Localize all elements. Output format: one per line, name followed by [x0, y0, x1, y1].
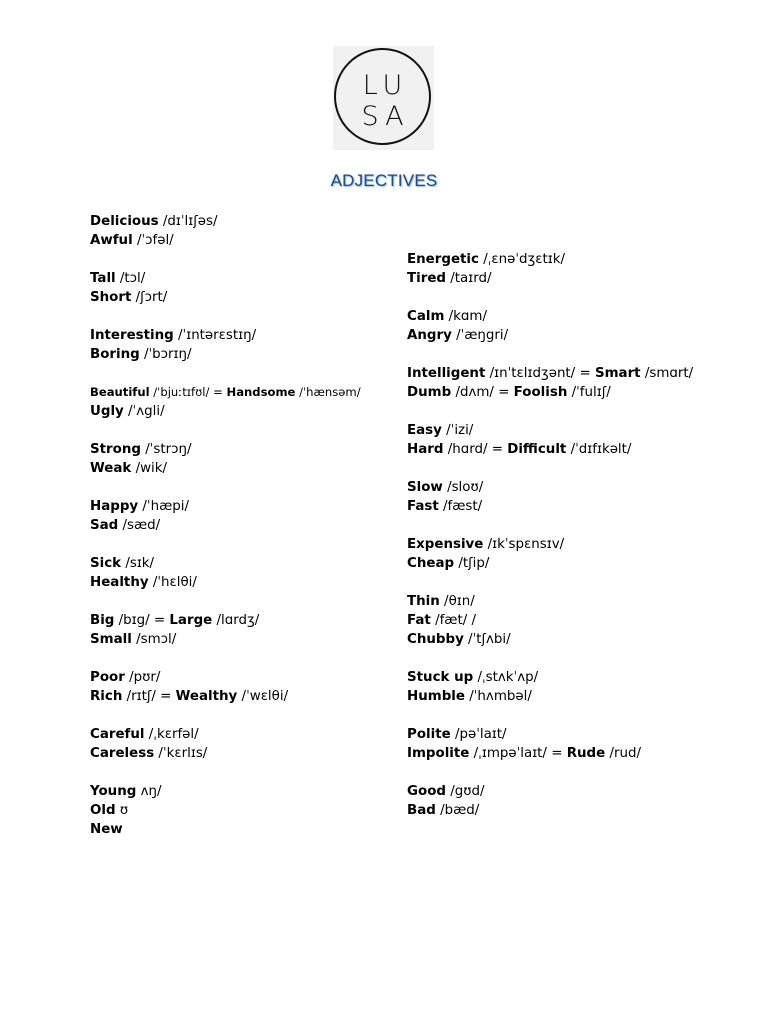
adjective-entry	[407, 326, 737, 345]
adjective-entry	[407, 478, 737, 497]
adjective-entry	[90, 440, 400, 459]
adjective-word: Expensive	[407, 537, 484, 552]
pronunciation: ʌŋ/	[136, 784, 162, 799]
pronunciation: /fæt/ /	[430, 613, 476, 628]
adjective-word: Cheap	[407, 556, 455, 571]
adjective-word: Easy	[407, 423, 442, 438]
pronunciation: /sɪk/	[121, 556, 155, 571]
pronunciation: /dɪˈlɪʃəs/	[158, 214, 218, 229]
pronunciation: /tʃip/	[454, 556, 490, 571]
adjective-group	[90, 611, 400, 649]
adjective-entry	[407, 383, 737, 402]
adjective-entry	[407, 801, 737, 820]
pronunciation: /ˌɛnəˈdʒɛtɪk/	[478, 252, 566, 267]
pronunciation: /ˈɪntərɛstɪŋ/	[173, 328, 257, 343]
pronunciation: /ˈʌgli/	[123, 404, 165, 419]
pronunciation: /fæst/	[438, 499, 483, 514]
adjective-word: Tall	[90, 271, 116, 286]
adjective-group	[90, 212, 400, 250]
adjective-entry	[407, 554, 737, 573]
adjective-group	[407, 725, 737, 763]
synonym-pronunciation: /smɑrt/	[640, 366, 694, 381]
adjective-entry	[90, 744, 400, 763]
pronunciation: /ˌkɛrfəl/	[144, 727, 199, 742]
adjective-entry	[90, 269, 400, 288]
adjective-entry	[90, 611, 400, 630]
adjective-group	[407, 668, 737, 706]
adjective-word: Dumb	[407, 385, 452, 400]
adjective-group	[90, 440, 400, 478]
synonym-pronunciation: /lɑrdʒ/	[212, 613, 260, 628]
adjective-entry	[407, 440, 737, 459]
synonym-pronunciation: /ˈhænsəm/	[295, 385, 361, 399]
adjective-word: Sick	[90, 556, 122, 571]
adjective-word: Good	[407, 784, 446, 799]
pronunciation: /ˈkɛrlɪs/	[154, 746, 208, 761]
adjective-word: Happy	[90, 499, 139, 514]
adjective-group	[90, 497, 400, 535]
adjective-entry	[407, 364, 737, 383]
adjective-group	[90, 725, 400, 763]
adjective-entry	[90, 725, 400, 744]
pronunciation: /taɪrd/	[446, 271, 492, 286]
adjective-group	[90, 269, 400, 307]
adjective-word: Poor	[90, 670, 125, 685]
logo	[333, 46, 434, 150]
pronunciation: /pʊr/	[124, 670, 161, 685]
adjective-word: Hard	[407, 442, 444, 457]
pronunciation: /ˈtʃʌbi/	[463, 632, 511, 647]
adjective-group	[407, 250, 737, 288]
pronunciation: /ˈɔfəl/	[132, 233, 174, 248]
synonym-word: Rude	[566, 746, 606, 761]
adjective-entry	[90, 383, 400, 402]
adjective-word: Interesting	[90, 328, 174, 343]
pronunciation: /ˈæŋgri/	[451, 328, 509, 343]
left-column	[90, 212, 400, 858]
adjective-entry	[407, 725, 737, 744]
adjective-word: Stuck up	[407, 670, 474, 685]
synonym-word: Foolish	[513, 385, 568, 400]
adjective-group	[407, 421, 737, 459]
adjective-word: Strong	[90, 442, 141, 457]
adjective-word: Delicious	[90, 214, 159, 229]
pronunciation: ʊ	[115, 803, 129, 818]
adjective-entry	[90, 630, 400, 649]
adjective-word: Calm	[407, 309, 445, 324]
adjective-word: Intelligent	[407, 366, 486, 381]
adjective-group	[90, 668, 400, 706]
adjective-entry	[90, 326, 400, 345]
pronunciation: /ˈizi/	[441, 423, 474, 438]
adjective-entry	[407, 687, 737, 706]
adjective-group	[407, 364, 737, 402]
adjective-entry	[407, 307, 737, 326]
synonym-word: Smart	[594, 366, 641, 381]
adjective-entry	[90, 516, 400, 535]
pronunciation: /sloʊ/	[442, 480, 484, 495]
adjective-word: New	[90, 822, 123, 837]
synonym-word: Handsome	[226, 385, 296, 399]
adjective-entry	[407, 782, 737, 801]
pronunciation: /ˌɪmpəˈlaɪt/ =	[469, 746, 567, 761]
adjective-word: Energetic	[407, 252, 479, 267]
logo-text-bottom: SA	[361, 101, 410, 132]
synonym-pronunciation: /rud/	[605, 746, 641, 761]
adjective-entry	[90, 497, 400, 516]
adjective-word: Big	[90, 613, 115, 628]
adjective-word: Careless	[90, 746, 155, 761]
adjective-group	[407, 592, 737, 649]
logo-circle	[334, 48, 431, 145]
pronunciation: /hɑrd/ =	[443, 442, 508, 457]
pronunciation: /kɑm/	[444, 309, 487, 324]
adjective-word: Awful	[90, 233, 133, 248]
adjective-entry	[407, 668, 737, 687]
adjective-entry	[90, 687, 400, 706]
pronunciation: /ˈbjuːtɪfʊl/ =	[149, 385, 227, 399]
adjective-entry	[90, 801, 400, 820]
adjective-word: Impolite	[407, 746, 470, 761]
pronunciation: /dʌm/ =	[451, 385, 514, 400]
pronunciation: /ˈbɔrɪŋ/	[139, 347, 192, 362]
adjective-word: Tired	[407, 271, 446, 286]
adjective-entry	[407, 535, 737, 554]
adjective-group	[407, 478, 737, 516]
adjective-word: Fat	[407, 613, 431, 628]
adjective-entry	[90, 668, 400, 687]
adjective-group	[90, 326, 400, 364]
adjective-group	[407, 782, 737, 820]
adjective-entry	[90, 554, 400, 573]
adjective-entry	[407, 421, 737, 440]
adjective-word: Bad	[407, 803, 436, 818]
pronunciation: /sæd/	[118, 518, 161, 533]
adjective-word: Short	[90, 290, 132, 305]
pronunciation: /ɪnˈtɛlɪdʒənt/ =	[485, 366, 595, 381]
adjective-entry	[407, 744, 737, 763]
pronunciation: /ˌstʌkˈʌp/	[473, 670, 539, 685]
pronunciation: /pəˈlaɪt/	[450, 727, 507, 742]
pronunciation: /ˈhʌmbəl/	[464, 689, 532, 704]
adjective-entry	[407, 250, 737, 269]
adjective-word: Humble	[407, 689, 465, 704]
adjective-word: Young	[90, 784, 137, 799]
pronunciation: /ʃɔrt/	[131, 290, 168, 305]
adjective-word: Weak	[90, 461, 132, 476]
synonym-word: Large	[169, 613, 213, 628]
adjective-word: Slow	[407, 480, 443, 495]
adjective-word: Angry	[407, 328, 452, 343]
adjective-word: Ugly	[90, 404, 124, 419]
synonym-word: Wealthy	[175, 689, 238, 704]
pronunciation: /smɔl/	[131, 632, 177, 647]
adjective-word: Old	[90, 803, 116, 818]
adjective-group	[90, 782, 400, 839]
right-column	[407, 250, 737, 839]
adjective-entry	[90, 345, 400, 364]
adjective-word: Healthy	[90, 575, 149, 590]
adjective-entry	[407, 611, 737, 630]
adjective-group	[90, 554, 400, 592]
pronunciation: /gʊd/	[445, 784, 485, 799]
adjective-entry	[407, 269, 737, 288]
adjective-entry	[90, 402, 400, 421]
pronunciation: /bæd/	[435, 803, 480, 818]
adjective-entry	[90, 231, 400, 250]
pronunciation: /ˈhæpi/	[138, 499, 189, 514]
adjective-word: Chubby	[407, 632, 464, 647]
adjective-word: Sad	[90, 518, 119, 533]
adjective-entry	[90, 288, 400, 307]
adjective-word: Thin	[407, 594, 440, 609]
adjective-word: Small	[90, 632, 132, 647]
pronunciation: /bɪg/ =	[114, 613, 170, 628]
adjective-entry	[90, 459, 400, 478]
pronunciation: /ɪkˈspɛnsɪv/	[483, 537, 565, 552]
adjective-entry	[90, 782, 400, 801]
pronunciation: /θɪn/	[439, 594, 475, 609]
adjective-word: Fast	[407, 499, 439, 514]
adjective-group	[407, 535, 737, 573]
adjective-word: Rich	[90, 689, 123, 704]
adjective-entry	[90, 573, 400, 592]
adjective-entry	[407, 592, 737, 611]
adjective-word: Careful	[90, 727, 145, 742]
adjective-entry	[407, 497, 737, 516]
pronunciation: /rɪtʃ/ =	[122, 689, 176, 704]
adjective-word: Boring	[90, 347, 140, 362]
synonym-word: Difficult	[507, 442, 567, 457]
pronunciation: /wik/	[131, 461, 168, 476]
adjective-word: Polite	[407, 727, 451, 742]
adjective-group	[407, 307, 737, 345]
adjective-entry	[407, 630, 737, 649]
adjective-group	[90, 383, 400, 421]
logo-text-top: LU	[362, 70, 409, 101]
page-title: ADJECTIVES	[330, 171, 438, 190]
synonym-pronunciation: /ˈfulɪʃ/	[567, 385, 611, 400]
adjective-entry	[90, 212, 400, 231]
synonym-pronunciation: /ˈdɪfɪkəlt/	[566, 442, 632, 457]
adjective-word: Beautiful	[90, 385, 150, 399]
adjective-entry	[90, 820, 400, 839]
pronunciation: /ˈhɛlθi/	[148, 575, 197, 590]
synonym-pronunciation: /ˈwɛlθi/	[237, 689, 289, 704]
pronunciation: /ˈstrɔŋ/	[140, 442, 192, 457]
pronunciation: /tɔl/	[115, 271, 146, 286]
